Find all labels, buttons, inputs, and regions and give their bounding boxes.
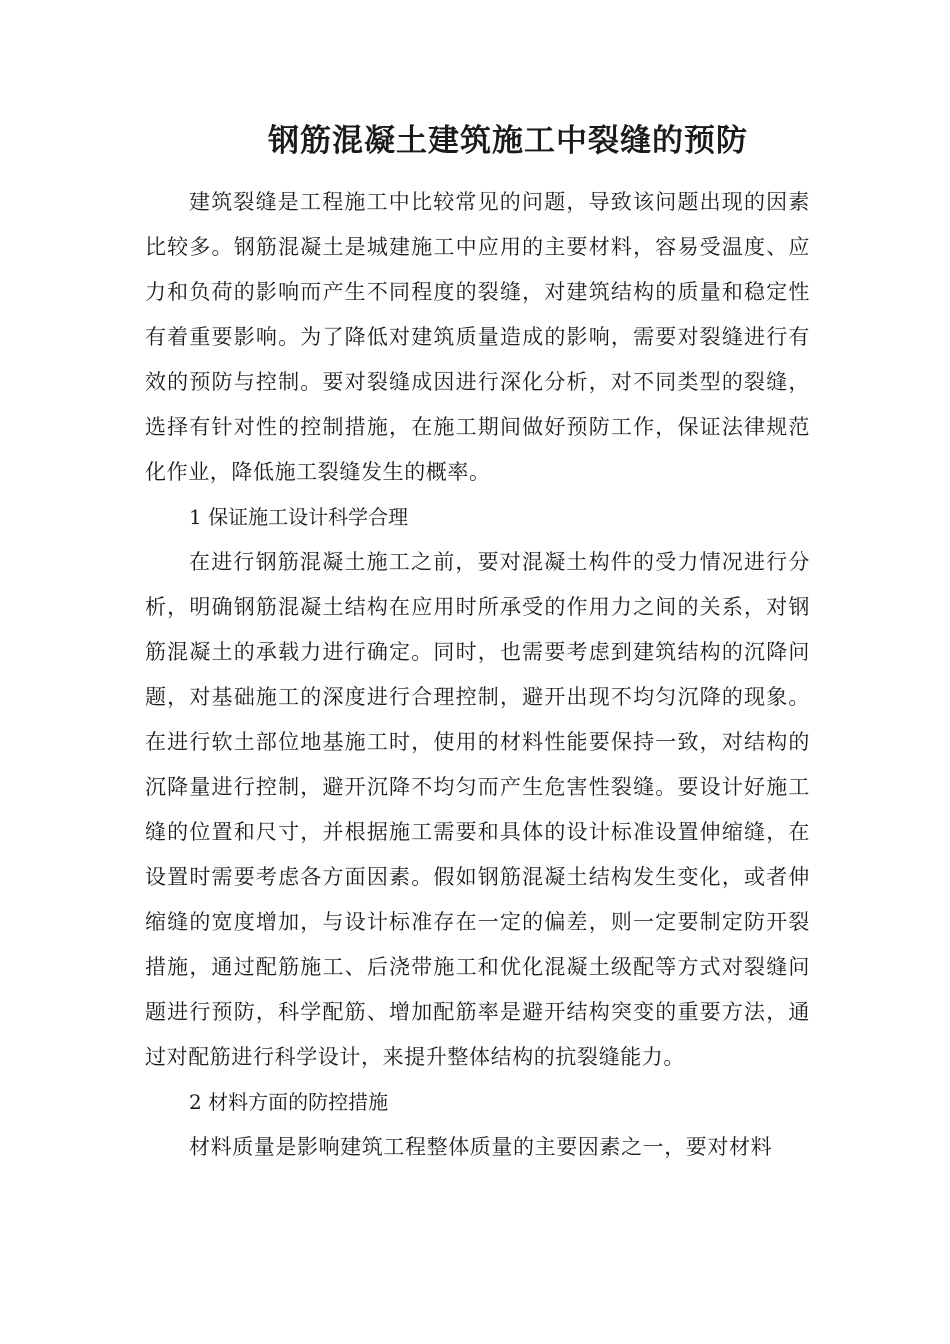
document-body bbox=[145, 180, 810, 1170]
section-1-paragraph: 在进行钢筋混凝土施工之前，要对混凝土构件的受力情况进行分析，明确钢筋混凝土结构在应用时所承受的作用力之间的关系，对钢筋混凝土的承载力进行确定。同时，也需要考虑到建筑结构的沉降问题，对基础施工的深度进行合理控制，避开出现不均匀沉降的现象。在进行软土部位地基施工时，使用的材料性能要保持一致，对结构的沉降量进行控制，避开沉降不均匀而产生危害性裂缝。要设计好施工缝的位置和尺寸，并根据施工需要和具体的设计标准设置伸缩缝，在设置时需要考虑各方面因素。假如钢筋混凝土结构发生变化，或者伸缩缝的宽度增加，与设计标准存在一定的偏差，则一定要制定防开裂措施，通过配筋施工、后浇带施工和优化混凝土级配等方式对裂缝问题进行预防，科学配筋、增加配筋率是避开结构突变的重要方法，通过对配筋进行科学设计，来提升整体结构的抗裂缝能力。 bbox=[145, 550, 810, 1069]
document-title: 钢筋混凝土建筑施工中裂缝的预防 bbox=[268, 123, 748, 159]
section-1-heading: 1 保证施工设计科学合理 bbox=[189, 505, 409, 529]
section-2-heading: 2 材料方面的防控措施 bbox=[189, 1090, 389, 1114]
section-2-paragraph: 材料质量是影响建筑工程整体质量的主要因素之一，要对材料 bbox=[189, 1135, 773, 1159]
intro-paragraph: 建筑裂缝是工程施工中比较常见的问题，导致该问题出现的因素比较多。钢筋混凝土是城建施工中应用的主要材料，容易受温度、应力和负荷的影响而产生不同程度的裂缝，对建筑结构的质量和稳定性有着重要影响。为了降低对建筑质量造成的影响，需要对裂缝进行有效的预防与控制。要对裂缝成因进行深化分析，对不同类型的裂缝，选择有针对性的控制措施，在施工期间做好预防工作，保证法律规范化作业，降低施工裂缝发生的概率。 bbox=[145, 190, 810, 484]
